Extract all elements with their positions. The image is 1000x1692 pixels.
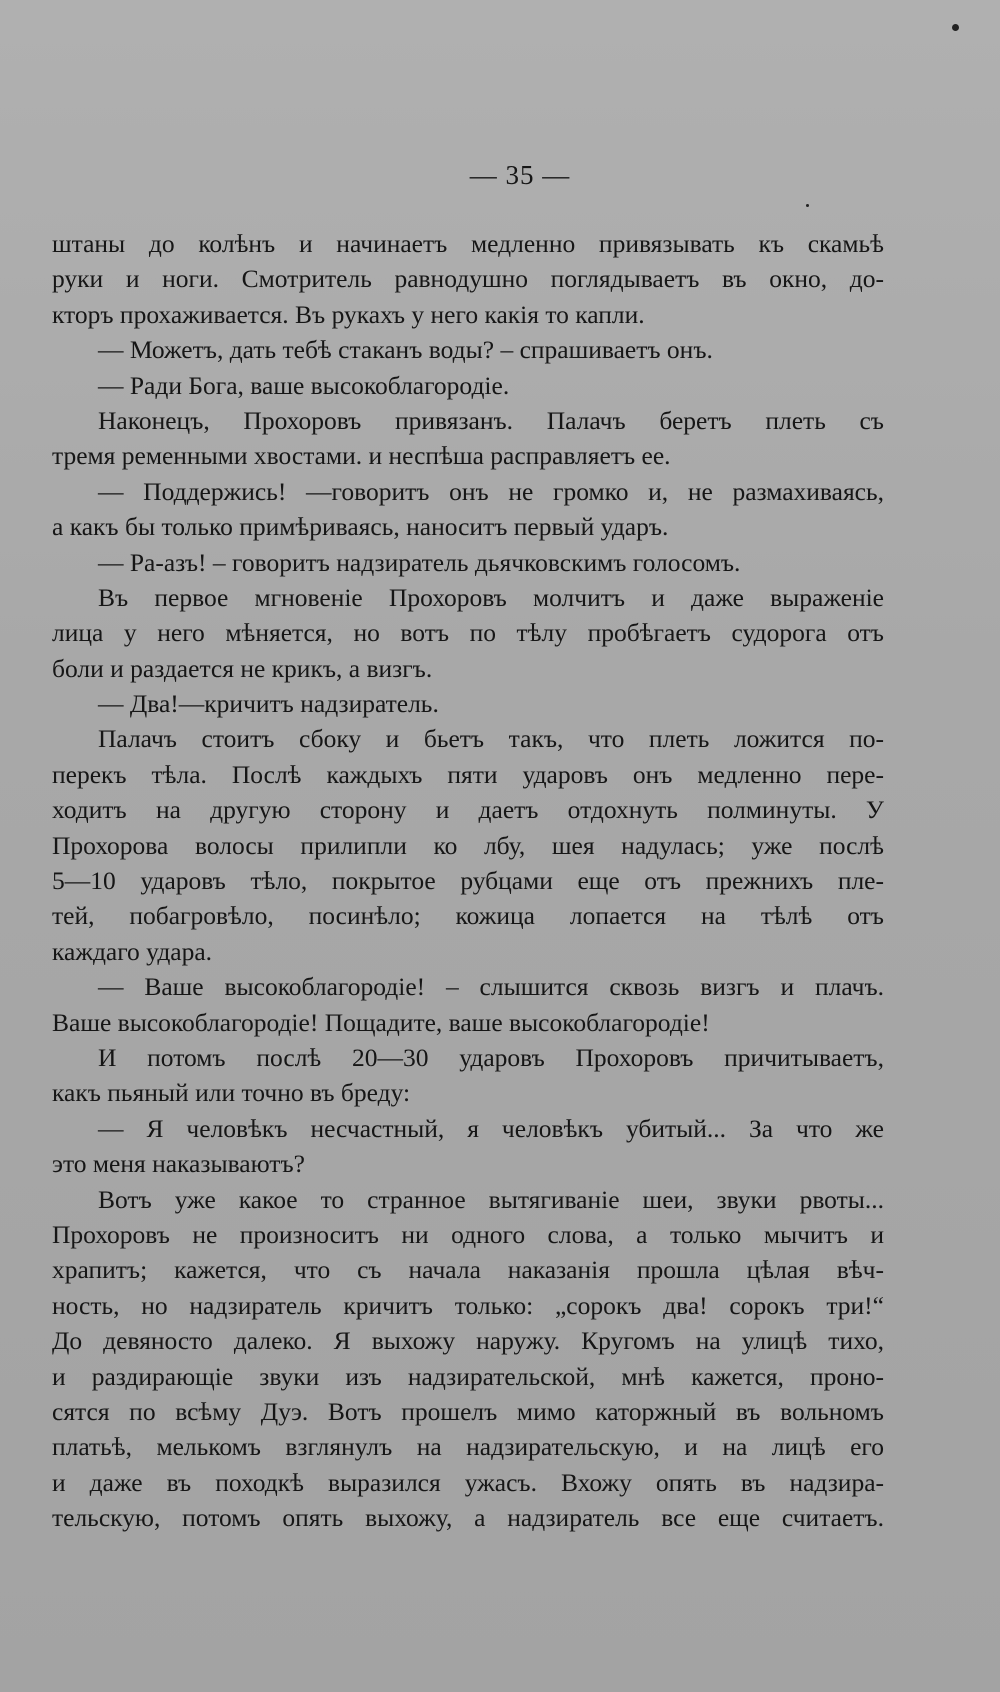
text-line: И потомъ послѣ 20—30 ударовъ Прохоровъ причитываетъ,: [98, 1042, 884, 1072]
page-number: — 35 —: [469, 160, 571, 190]
text-line: тельскую, потомъ опять выхожу, а надзиратель все еще считаетъ.: [52, 1503, 884, 1533]
text-line: и даже въ походкѣ выразился ужасъ. Вхожу опять въ надзира-: [52, 1467, 884, 1497]
text-line: Прохоровъ не произноситъ ни одного слова, а только мычитъ и: [52, 1219, 884, 1249]
text-line: — Ради Бога, ваше высокоблагородіе.: [98, 370, 510, 400]
text-line: тей, побагровѣло, посинѣло; кожица лопается на тѣлѣ отъ: [52, 901, 884, 931]
text-body: [52, 226, 884, 1535]
text-line: Вотъ уже какое то странное вытягиваніе шеи, звуки рвоты...: [98, 1184, 884, 1214]
text-line: платьѣ, мелькомъ взглянулъ на надзирательскую, и на лицѣ его: [52, 1432, 884, 1462]
text-line: сятся по всѣму Дуэ. Вотъ прошелъ мимо каторжный въ вольномъ: [52, 1396, 884, 1426]
text-line: — Ваше высокоблагородіе! – слышится сквозь визгъ и плачъ.: [98, 972, 884, 1002]
text-line: — Можетъ, дать тебѣ стаканъ воды? – спрашиваетъ онъ.: [98, 335, 713, 365]
text-line: — Поддержись! —говоритъ онъ не громко и, не размахиваясь,: [98, 476, 884, 506]
text-line: Палачъ стоитъ сбоку и бьетъ такъ, что плеть ложится по-: [98, 724, 884, 754]
text-line: — Ра-азъ! – говоритъ надзиратель дьячковскимъ голосомъ.: [98, 547, 741, 577]
text-line: храпитъ; кажется, что съ начала наказанія прошла цѣлая вѣч-: [52, 1255, 884, 1285]
text-line: это меня наказываютъ?: [52, 1149, 305, 1179]
text-line: руки и ноги. Смотритель равнодушно поглядываетъ въ окно, до-: [52, 264, 884, 294]
ink-speck: [806, 204, 809, 207]
text-line: Прохорова волосы прилипли ко лбу, шея надулась; уже послѣ: [52, 830, 884, 860]
text-line: и раздирающіе звуки изъ надзирательской, мнѣ кажется, проно-: [52, 1361, 884, 1391]
text-line: Въ первое мгновеніе Прохоровъ молчитъ и даже выраженіе: [98, 582, 884, 612]
text-line: каждаго удара.: [52, 936, 213, 966]
ink-speck: [952, 24, 959, 31]
text-line: До девяносто далеко. Я выхожу наружу. Кругомъ на улицѣ тихо,: [52, 1326, 884, 1356]
text-line: Ваше высокоблагородіе! Пощадите, ваше высокоблагородіе!: [52, 1007, 710, 1037]
text-line: какъ пьяный или точно въ бреду:: [52, 1078, 411, 1108]
text-line: штаны до колѣнъ и начинаетъ медленно привязывать къ скамьѣ: [52, 229, 884, 258]
text-line: ность, но надзиратель кричитъ только: „сорокъ два! сорокъ три!“: [52, 1290, 884, 1320]
text-line: 5—10 ударовъ тѣло, покрытое рубцами еще отъ прежнихъ пле-: [52, 866, 884, 896]
text-line: кторъ прохаживается. Въ рукахъ у него какія то капли.: [52, 299, 645, 329]
text-line: ходитъ на другую сторону и даетъ отдохнуть полминуты. У: [52, 795, 884, 825]
text-line: Наконецъ, Прохоровъ привязанъ. Палачъ беретъ плеть съ: [98, 405, 884, 435]
text-line: — Два!—кричитъ надзиратель.: [98, 689, 439, 719]
text-line: тремя ременными хвостами. и неспѣша расправляетъ ее.: [52, 441, 671, 471]
text-line: лица у него мѣняется, но вотъ по тѣлу пробѣгаетъ судорога отъ: [52, 618, 884, 648]
text-line: — Я человѣкъ несчастный, я человѣкъ убитый... За что же: [98, 1113, 884, 1143]
text-line: боли и раздается не крикъ, а визгъ.: [52, 653, 433, 683]
text-line: а какъ бы только примѣриваясь, наноситъ первый ударъ.: [52, 512, 669, 542]
text-line: перекъ тѣла. Послѣ каждыхъ пяти ударовъ онъ медленно пере-: [52, 759, 884, 789]
